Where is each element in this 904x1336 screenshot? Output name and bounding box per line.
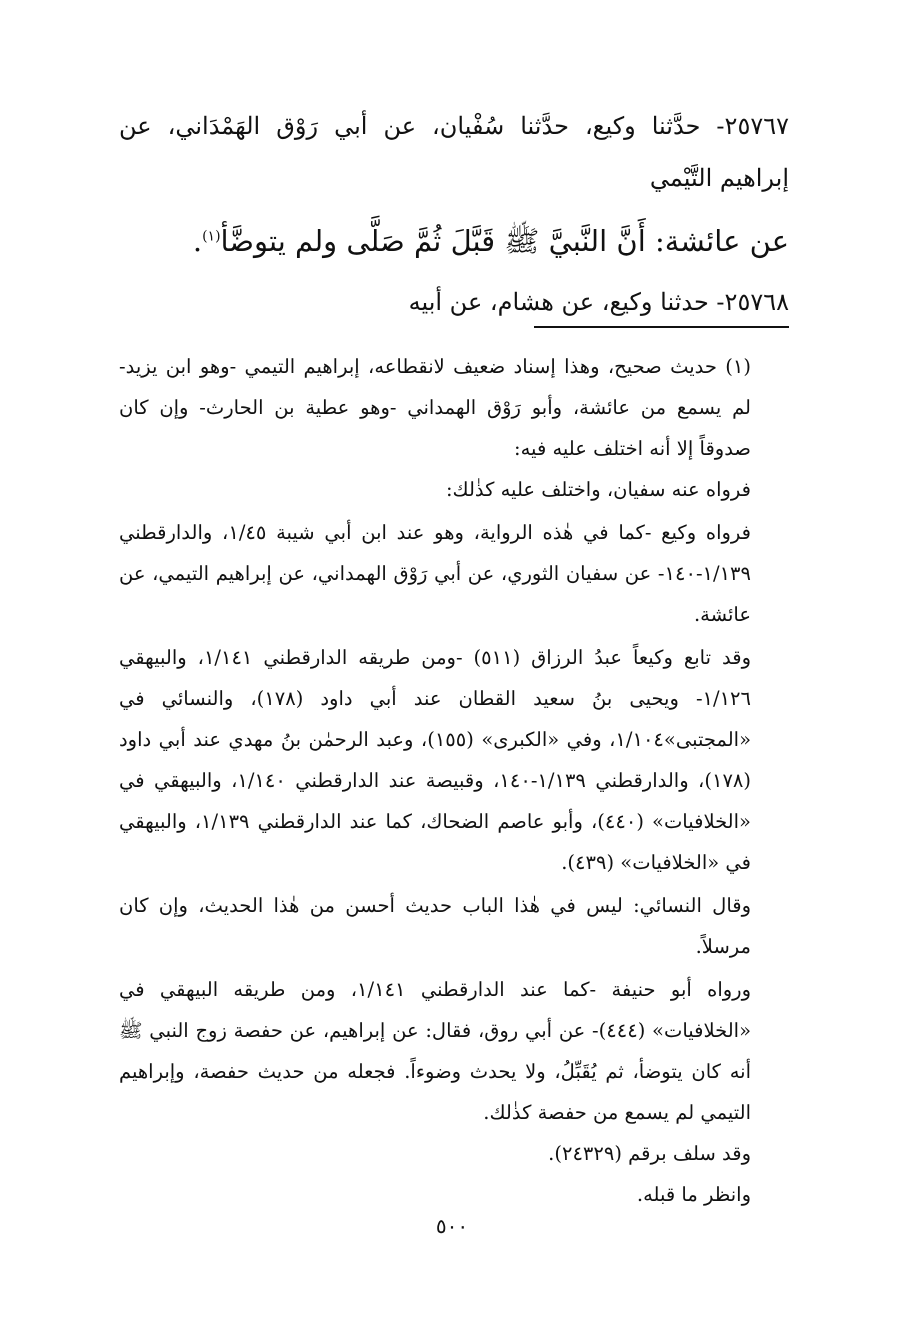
footnote-marker[interactable]: (١): [202, 228, 221, 245]
footnote-paragraph: ورواه أبو حنيفة -كما عند الدارقطني ١/١٤١، ومن طريقه البيهقي في «الخلافيات» (٤٤٤)- عن أبي روق، فقال: عن إبراهيم، عن حفصة زوج النبي ﷺ أنه كان يتوضأ، ثم يُقَبِّلُ، ولا يحدث وضوءاً. فجعله من حديث حفصة، وإبراهيم التيمي لم يسمع من حفصة كذٰلك.: [119, 978, 751, 1124]
hadith-25767-end: .: [192, 224, 203, 258]
main-text: [119, 100, 789, 328]
hadith-25767-text: [119, 210, 789, 272]
footnote-paragraph: وقال النسائي: ليس في هٰذا الباب حديث أحسن من هٰذا الحديث، وإن كان مرسلاً.: [119, 894, 751, 958]
footnote-paragraph: وقد سلف برقم (٢٤٣٢٩).: [548, 1142, 751, 1165]
footnote-paragraph: فرواه وكيع -كما في هٰذه الرواية، وهو عند ابن أبي شيبة ١/٤٥، والدارقطني ١/١٣٩-١٤٠- عن سفيان الثوري، عن أبي رَوْق الهمداني، عن إبراهيم التيمي، عن عائشة.: [119, 521, 751, 626]
footnote-paragraph: فرواه عنه سفيان، واختلف عليه كذٰلك:: [445, 478, 751, 501]
hadith-25767-matn: عن عائشة: أَنَّ النَّبيَّ ﷺ قَبَّلَ ثُمَّ صَلَّى ولم يتوضَّأ: [220, 224, 789, 258]
footnote-divider: [534, 326, 789, 328]
hadith-25768-chain: ٢٥٧٦٨- حدثنا وكيع، عن هشام، عن أبيه: [408, 288, 789, 316]
footnotes: [119, 346, 789, 1215]
footnote-paragraph: وانظر ما قبله.: [636, 1183, 751, 1206]
footnote-paragraph: (١) حديث صحيح، وهذا إسناد ضعيف لانقطاعه، إبراهيم التيمي -وهو ابن يزيد- لم يسمع من عائشة، وأبو رَوْق الهمداني -وهو عطية بن الحارث- وإن كان صدوقاً إلا أنه اختلف عليه فيه:: [119, 355, 751, 460]
hadith-25767-chain: ٢٥٧٦٧- حدَّثنا وكيع، حدَّثنا سُفْيان، عن أبي رَوْق الهَمْدَاني، عن إبراهيم التَّيْمي: [119, 112, 789, 192]
footnote-paragraph: وقد تابع وكيعاً عبدُ الرزاق (٥١١) -ومن طريقه الدارقطني ١/١٤١، والبيهقي ١/١٢٦- ويحيى بنُ سعيد القطان عند أبي داود (١٧٨)، والنسائي في «المجتبى»١/١٠٤، وفي «الكبرى» (١٥٥)، وعبد الرحمٰن بنُ مهدي عند أبي داود (١٧٨)، والدارقطني ١/١٣٩-١٤٠، وقبيصة عند الدارقطني ١/١٤٠، والبيهقي في «الخلافيات» (٤٤٠)، وأبو عاصم الضحاك، كما عند الدارقطني ١/١٣٩، والبيهقي في «الخلافيات» (٤٣٩).: [119, 646, 751, 874]
page-number: ٥٠٠: [435, 1214, 469, 1238]
